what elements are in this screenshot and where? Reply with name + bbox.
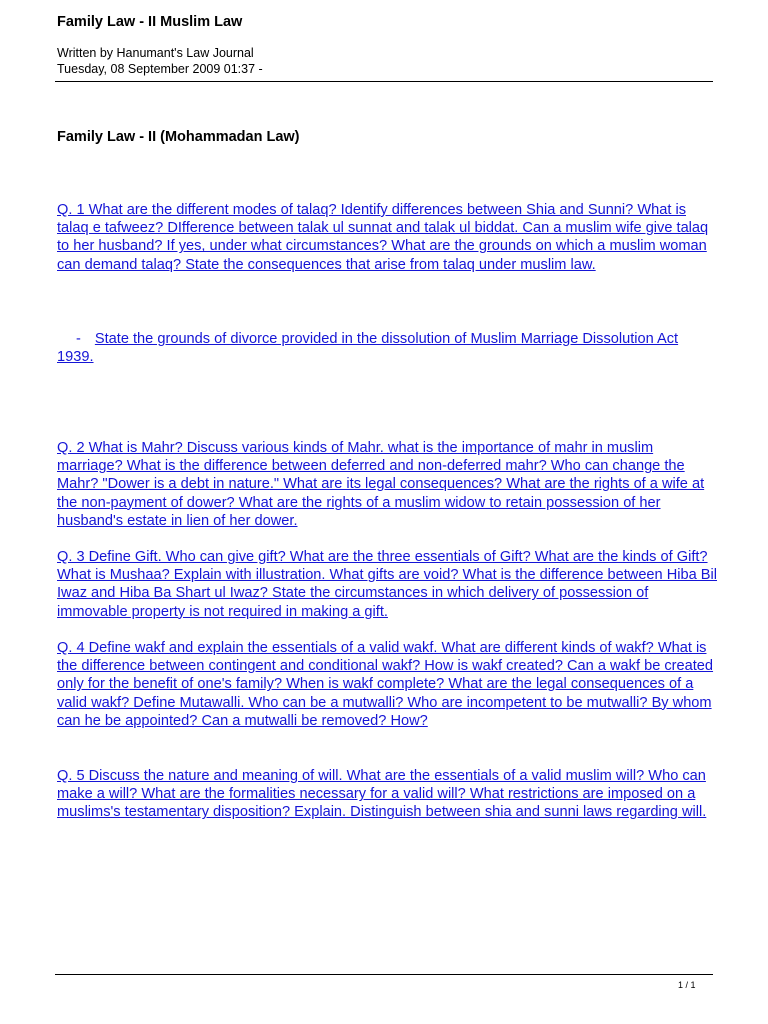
bullet-dash: - [76, 331, 81, 347]
footer-divider [55, 974, 713, 975]
question-5-link[interactable]: Q. 5 Discuss the nature and meaning of will. What are the essentials of a valid muslim will? Who can make a will? What are the formalities necessary for a valid will? What restrictions are imposed on a muslims's testamentary disposition? Explain. Distinguish between shia and sunni laws regarding will. [57, 768, 707, 821]
question-1-link[interactable]: Q. 1 What are the different modes of talaq? Identify differences between Shia and Sunni? What is talaq e tafweez? DIfference between talak ul sunnat and talak ul biddat. Can a muslim wife give talaq to her husband? If yes, under what circumstances? What are the grounds on which a muslim woman can demand talaq? State the consequences that arise from talaq under muslim law. [57, 202, 709, 273]
page-number: 1 / 1 [678, 980, 696, 990]
date-line: Tuesday, 08 September 2009 01:37 - [57, 62, 263, 76]
article-title: Family Law - II (Mohammadan Law) [57, 129, 300, 145]
author-line: Written by Hanumant's Law Journal [57, 46, 254, 60]
question-1-sub-link[interactable]: State the grounds of divorce provided in the dissolution of Muslim Marriage Dissolution Act 1939. [57, 331, 679, 366]
question-2-link[interactable]: Q. 2 What is Mahr? Discuss various kinds of Mahr. what is the importance of mahr in muslim marriage? What is the difference between deferred and non-deferred mahr? Who can change the Mahr? "Dower is a debt in nature." What are its legal consequences? What are the rights of a wife at the non-payment of dower? What are the rights of a muslim widow to retain possession of her husband's estate in lien of her dower. [57, 440, 705, 529]
header-divider [55, 81, 713, 82]
question-1-subitem [57, 330, 717, 366]
question-3-link[interactable]: Q. 3 Define Gift. Who can give gift? What are the three essentials of Gift? What are the kinds of Gift? What is Mushaa? Explain with illustration. What gifts are void? What is the difference between Hiba Bil Iwaz and Hiba Ba Shart ul Iwaz? State the circumstances in which delivery of possession of immovable property is not required in making a gift. [57, 549, 718, 620]
page-title: Family Law - II Muslim Law [57, 14, 243, 30]
question-4-link[interactable]: Q. 4 Define wakf and explain the essentials of a valid wakf. What are different kinds of wakf? What is the difference between contingent and conditional wakf? How is wakf created? Can a wakf be created only for the benefit of one's family? When is wakf complete? What are the legal consequences of a valid wakf? Define Mutawalli. Who can be a mutwalli? Who are incompetent to be mutwalli? By whom can he be appointed? Can a mutwalli be removed? How? [57, 640, 714, 729]
